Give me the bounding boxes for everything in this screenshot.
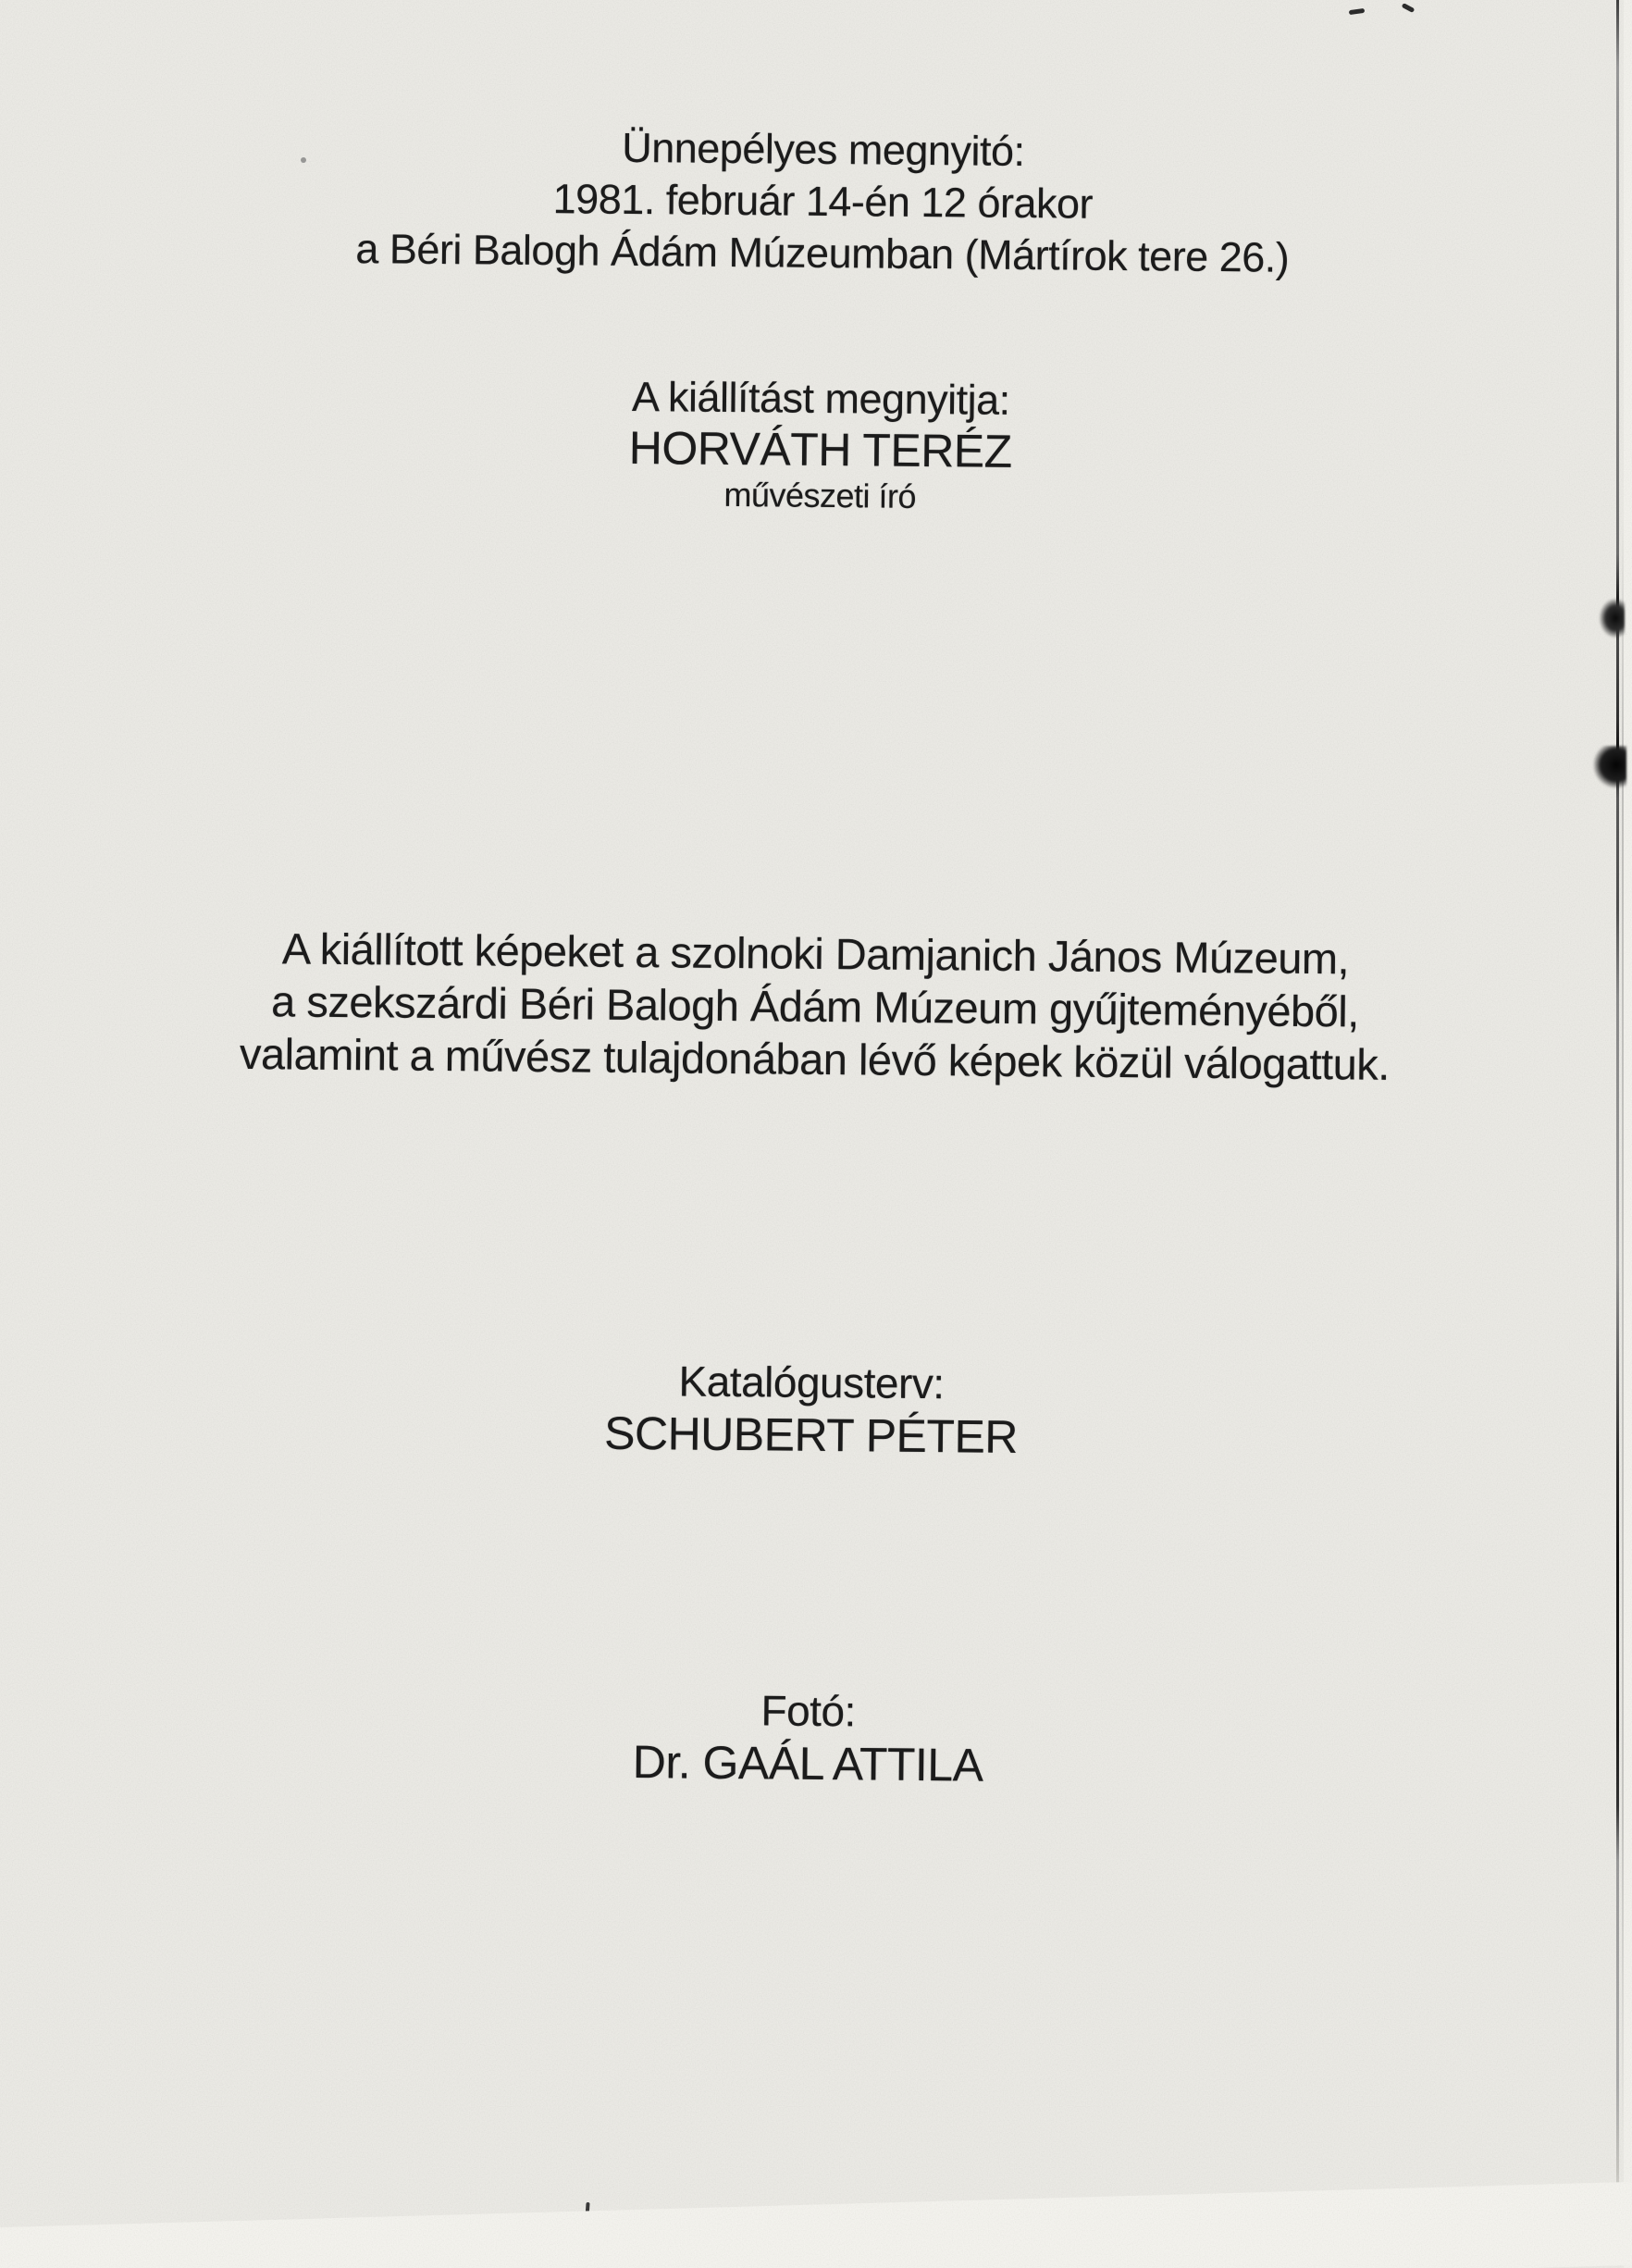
collection-note-block bbox=[0, 919, 1632, 1093]
opening-line-3: a Béri Balogh Ádám Múzeumban (Mártírok tere 26.) bbox=[355, 225, 1290, 281]
opening-line-1: Ünnepélyes megnyitó: bbox=[622, 123, 1025, 176]
catalog-design-block bbox=[0, 1348, 1627, 1469]
provenance-line-2: a szekszárdi Béri Balogh Ádám Múzeum gyűjteményéből, bbox=[270, 976, 1360, 1036]
opening-ceremony-block bbox=[6, 116, 1632, 287]
photo-credit-block bbox=[0, 1677, 1625, 1798]
ink-smudge-lower bbox=[1593, 746, 1626, 788]
catalog-design-name: SCHUBERT PÉTER bbox=[603, 1407, 1019, 1464]
opener-heading: A kiállítást megnyitja: bbox=[631, 372, 1010, 424]
photo-credit-label: Fotó: bbox=[760, 1686, 857, 1736]
ink-smudge-upper bbox=[1599, 598, 1625, 638]
binding-edge-line bbox=[1616, 0, 1619, 2216]
catalog-design-label: Katalógusterv: bbox=[678, 1357, 945, 1408]
photo-credit-name: Dr. GAÁL ATTILA bbox=[632, 1736, 983, 1791]
opening-line-2: 1981. február 14-én 12 órakor bbox=[552, 175, 1094, 228]
opener-title: művészeti író bbox=[723, 475, 917, 515]
provenance-line-3: valamint a művész tulajdonában lévő képek közül válogattuk. bbox=[239, 1028, 1391, 1089]
exhibition-opener-block bbox=[4, 364, 1632, 524]
opener-name: HORVÁTH TERÉZ bbox=[628, 421, 1013, 477]
provenance-line-1: A kiállított képeket a szolnoki Damjanich János Múzeum, bbox=[281, 923, 1350, 984]
